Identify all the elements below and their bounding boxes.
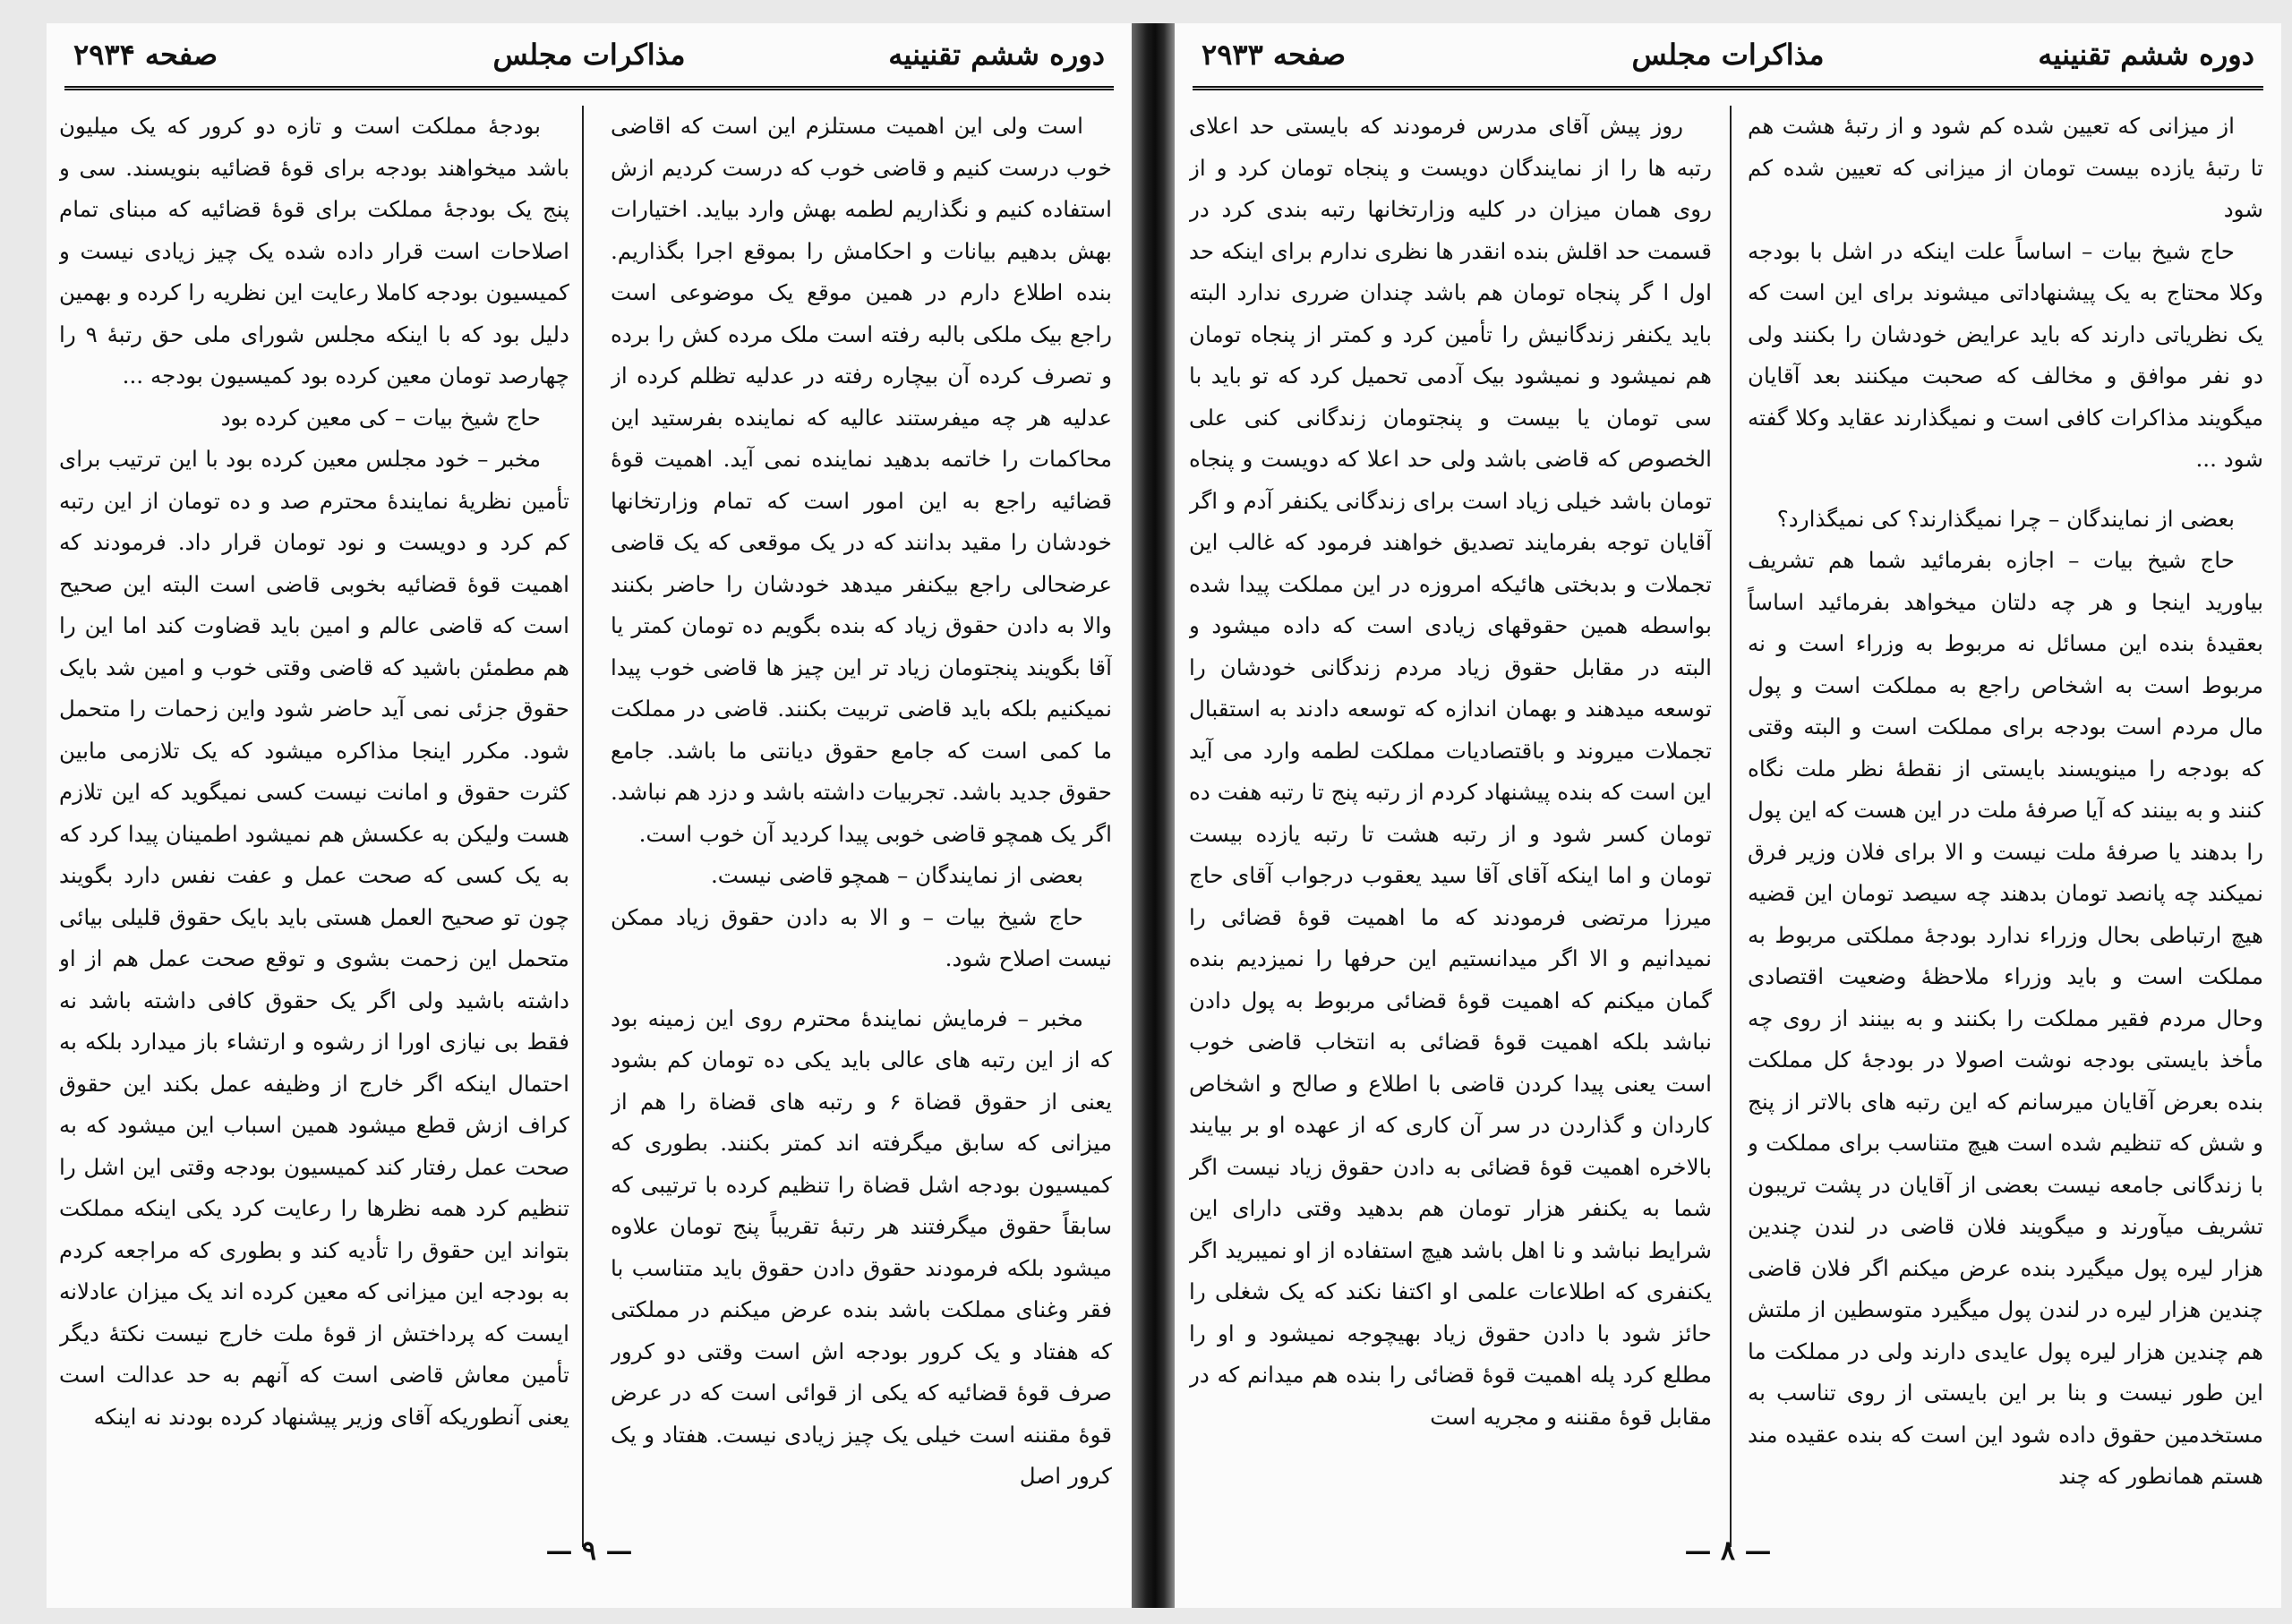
paragraph: مخبر – خود مجلس معین کرده بود با این ترتیب برای تأمین نظریهٔ نمایندهٔ محترم صد و ده تومان از این رتبه کم کرد و دویست و نود تومان قرار داد. فرمودند که اهمیت قوهٔ قضائیه بخوبی قاضی است البته این صحیح است که قاضی عالم و امین باید قضاوت کند اما این را هم مطمئن باشید که قاضی وقتی خوب و امین شد بایک حقوق جزئی نمی آید حاضر شود واین زحمات را متحمل شود. مکرر اینجا مذاکره میشود که یک تلازمی مابین کثرت حقوق و امانت نیست کسی نمیگوید که این تلازم هست ولیکن به عکسش هم نمیشود اطمینان پیدا کرد که به یک کسی که صحت عمل و عفت نفس دارد بگویند چون تو صحیح العمل هستی باید بایک حقوق قلیلی بیائی متحمل این زحمت بشوی و توقع صحت عمل هم از او داشته باشید ولی اگر یک حقوق کافی داشته باشد نه فقط بی نیازی اورا از رشوه و ارتشاء باز میدارد بلکه به احتمال اینکه اگر خارج از وظیفه عمل بکند این حقوق کراف ازش قطع میشود همین اسباب این میشود که به صحت عمل رفتار کند کمیسیون بودجه وقتی این اشل را تنظیم کرد همه نظرها را رعایت کرد یکی اینکه مملکت بتواند این حقوق را تأدیه کند و بطوری که مراجعه کردم به بودجه این میزانی که معین کرده اند یک میزان عادلانه ایست که پرداختش از قوهٔ ملت خارج نیست نکتهٔ دیگر تأمین معاش قاضی است که آنهم به حد عدالت است یعنی آنطوریکه آقای وزیر پیشنهاد کرده بودند نه اینکه [59,446,569,1430]
column-right [611,106,1112,1547]
column-left [1189,106,1712,1547]
page-footer-number: — ۹ — [545,1535,633,1567]
book-gutter [1132,23,1175,1608]
header-rule [1193,86,2263,90]
paragraph: مخبر – فرمایش نمایندهٔ محترم روی این زمینه بود که از این رتبه های عالی باید یکی ده تومان کم بشود یعنی از حقوق قضاة ۶ و رتبه های قضاة را هم از میزانی که سابق میگرفته اند کمتر بکنند. بطوری که کمیسیون بودجه اشل قضاة را تنظیم کرده با ترتیبی که سابقاً حقوق میگرفتند هر رتبهٔ تقریباً پنج تومان علاوه میشود بلکه فرمودند حقوق دادن حقوق باید متناسب با فقر وغنای مملکت باشد بنده عرض میکنم در مملکتی که هفتاد و یک کرور بودجه اش است وقتی دو کرور صرف قوهٔ قضائیه که یکی از قوائی است که در عرض قوهٔ مقننه است خیلی یک چیز زیادی نیست. هفتاد و یک کرور اصل [611,1004,1112,1489]
column-divider [582,106,584,1547]
document-spread [47,23,2281,1608]
page-header [64,29,1114,88]
paragraph: از میزانی که تعیین شده کم شود و از رتبهٔ هشت هم تا رتبهٔ یازده بیست تومان از میزانی که تعیین شده کم شود [1748,113,2263,222]
header-title: مذاکرات مجلس [492,38,686,72]
paragraph: است ولی این اهمیت مستلزم این است که اقاضی خوب درست کنیم و قاضی خوب که درست کردیم ازش استفاده کنیم و نگذاریم لطمه بهش وارد بیاید. اختیارات بهش بدهیم بیانات و احکامش را بموقع اجرا بگذاریم. بنده اطلاع دارم در همین موقع یک موضوعی است راجع بیک ملکی بالبه رفته است ملک مرده کش را برده و تصرف کرده آن بیچاره رفته در عدلیه تظلم کرده از عدلیه هر چه میفرستند عالیه که نماینده بفرستید این محاکمات را خاتمه بدهید نماینده نمی آید. اهمیت قوهٔ قضائیه راجع به این امور است که تمام وزارتخانها خودشان را مقید بدانند که در یک موقعی که یک قاضی عرضحالی راجع بیکنفر میدهد خودشان را حاضر بکنند والا به دادن حقوق زیاد که بنده بگویم ده تومان کمتر یا آقا بگویند پنجتومان زیاد تر این چیز ها قاضی خوب پیدا نمیکنیم بلکه باید قاضی تربیت بکنند. قاضی در مملکت ما کمی است که جامع حقوق دیانتی ما باشد. جامع حقوق جدید باشد. تجربیات داشته باشد و دزد هم نباشد. اگر یک همچو قاضی خوبی پیدا کردید آن خوب است. [611,113,1112,847]
page-2934 [47,23,1132,1608]
column-left [59,106,569,1547]
header-title: مذاکرات مجلس [1631,38,1825,72]
header-session: دوره ششم تقنینیه [2038,38,2254,72]
column-right [1748,106,2263,1547]
paragraph: حاج شیخ بیات – اجازه بفرمائید شما هم تشریف بیاورید اینجا و هر چه دلتان میخواهد بفرمائید اساساً بعقیدهٔ بنده این مسائل نه مربوط به وزراء است و نه مربوط است به اشخاص راجع به مملکت است و پول مال مردم است بودجه برای مملکت است و البته وقتی که بودجه را مینویسند بایستی از نقطهٔ نظر ملت نگاه کنند و به بینند که آیا صرفهٔ ملت در این هست که این پول را بدهند یا صرفهٔ ملت نیست و الا برای فلان وزیر فرق نمیکند چه پانصد تومان بدهند چه سیصد تومان این قضیه هیچ ارتباطی بحال وزراء ندارد بودجهٔ مملکتی مربوط به مملکت است و باید وزراء ملاحظهٔ وضعیت اقتصادی وحال مردم فقیر مملکت را بکنند و به بینند از روی چه مأخذ بایستی بودجه نوشت اصولا در بودجهٔ کل مملکت بنده بعرض آقایان میرسانم که این رتبه های بالاتر از پنج و شش که تنظیم شده است هیچ متناسب برای مملکت و با زندگانی جامعه نیست بعضی از آقایان در پشت تریبون تشریف میآورند و میگویند فلان قاضی در لندن چندین هزار لیره پول میگیرد بنده عرض میکنم اگر فلان قاضی چندین هزار لیره در لندن پول میگیرد متوسطین از ملتش هم چندین هزار لیره پول عایدی دارند ولی در مملکت ما این طور نیست و بنا بر این بایستی از روی تناسب به مستخدمین حقوق داده شود این است که بنده عقیده مند هستم همانطور که چند [1748,547,2263,1489]
page-footer-number: — ۸ — [1684,1535,1772,1567]
paragraph: روز پیش آقای مدرس فرمودند که بایستی حد اعلای رتبه ها را از نمایندگان دویست و پنجاه تومان کرد و از روی همان میزان در کلیه وزارتخانها رتبه بندی کرد در قسمت حد اقلش بنده انقدر ها نظری ندارم برای اینکه حد اول ا گر پنجاه تومان هم باشد چندان ضرری ندارد البته باید یکنفر زندگانیش را تأمین کرد و کمتر از پنجاه تومان هم نمیشود و نمیشود بیک آدمی تحمیل کرد که تو باید با سی تومان یا بیست و پنجتومان زندگانی کنی علی الخصوص که قاضی باشد ولی حد اعلا که دویست و پنجاه تومان باشد خیلی زیاد است برای زندگانی یکنفر آدم و اگر آقایان توجه بفرمایند تصدیق خواهند فرمود که غالب این تجملات و بدبختی هائیکه امروزه در این مملکت پیدا شده بواسطه همین حقوقهای زیادی است که داده میشود و البته در مقابل حقوق زیاد مردم زندگانی خودشان را توسعه میدهند و بهمان اندازه که توسعه دادند به استقبال تجملات میروند و باقتصادیات مملکت لطمه وارد می آید این است که بنده پیشنهاد کردم از رتبه پنج تا رتبه هفت ده تومان کسر شود و از رتبه هشت تا رتبه یازده بیست تومان و اما اینکه آقای آقا سید یعقوب درجواب آقای حاج میرزا مرتضی فرمودند که ما اهمیت قوهٔ قضائی را نمیدانیم و الا اگر میدانستیم این حرفها را نمیزدیم بنده گمان میکنم که اهمیت قوهٔ قضائی مربوط به پول دادن نباشد بلکه اهمیت قوهٔ قضائی به انتخاب قاضی خوب است یعنی پیدا کردن قاضی با اطلاع و صالح و اشخاص کاردان و گذاردن در سر آن کاری که از عهده او بر بیایند بالاخره اهمیت قوهٔ قضائی به دادن حقوق زیاد نیست اگر شما به یکنفر هزار تومان هم بدهید وقتی دارای این شرایط نباشد و نا اهل باشد هیچ استفاده از او نمیبرید اگر یکنفری که اطلاعات علمی او اکتفا نکند که یک شغلی را حائز شود با دادن حقوق زیاد بهیچوجه نمیشود و او را مطلع کرد پله اهمیت قوهٔ قضائی را بنده هم میدانم که در مقابل قوهٔ مقننه و مجریه است [1189,113,1712,1430]
column-divider [1730,106,1732,1547]
header-page-number: صفحه ۲۹۳۴ [73,38,218,72]
paragraph: حاج شیخ بیات – اساساً علت اینکه در اشل با بودجه وکلا محتاج به یک پیشنهاداتی میشوند برای این است که یک نظریاتی دارند که باید عرایض خودشان را بکنند ولی دو نفر موافق و مخالف که صحبت میکنند بعد آقایان میگویند مذاکرات کافی است و نمیگذارند عقاید وکلا گفته شود ... [1748,237,2263,472]
page-header [1193,29,2263,88]
paragraph: حاج شیخ بیات – کی معین کرده بود [220,404,541,431]
header-rule [64,86,1114,90]
header-session: دوره ششم تقنینیه [888,38,1105,72]
paragraph: بودجهٔ مملکت است و تازه دو کرور که یک میلیون باشد میخواهند بودجه برای قوهٔ قضائیه بنویسند. سی و پنج یک بودجهٔ مملکت برای قوهٔ قضائیه که مبنای تمام اصلاحات است قرار داده شده یک چیز زیادی نیست و کمیسیون بودجه کاملا رعایت این نظریه را کرده و بهمین دلیل بود که با اینکه مجلس شورای ملی حق رتبهٔ ۹ را چهارصد تومان معین کرده بود کمیسیون بودجه ... [59,113,569,389]
header-page-number: صفحه ۲۹۳۳ [1202,38,1347,72]
paragraph: حاج شیخ بیات – و الا به دادن حقوق زیاد ممکن نیست اصلاح شود. [611,903,1112,971]
paragraph: بعضی از نمایندگان – چرا نمیگذارند؟ کی نمیگذارد؟ [1776,505,2235,532]
paragraph: بعضی از نمایندگان – همچو قاضی نیست. [710,862,1083,888]
page-2933 [1175,23,2281,1608]
